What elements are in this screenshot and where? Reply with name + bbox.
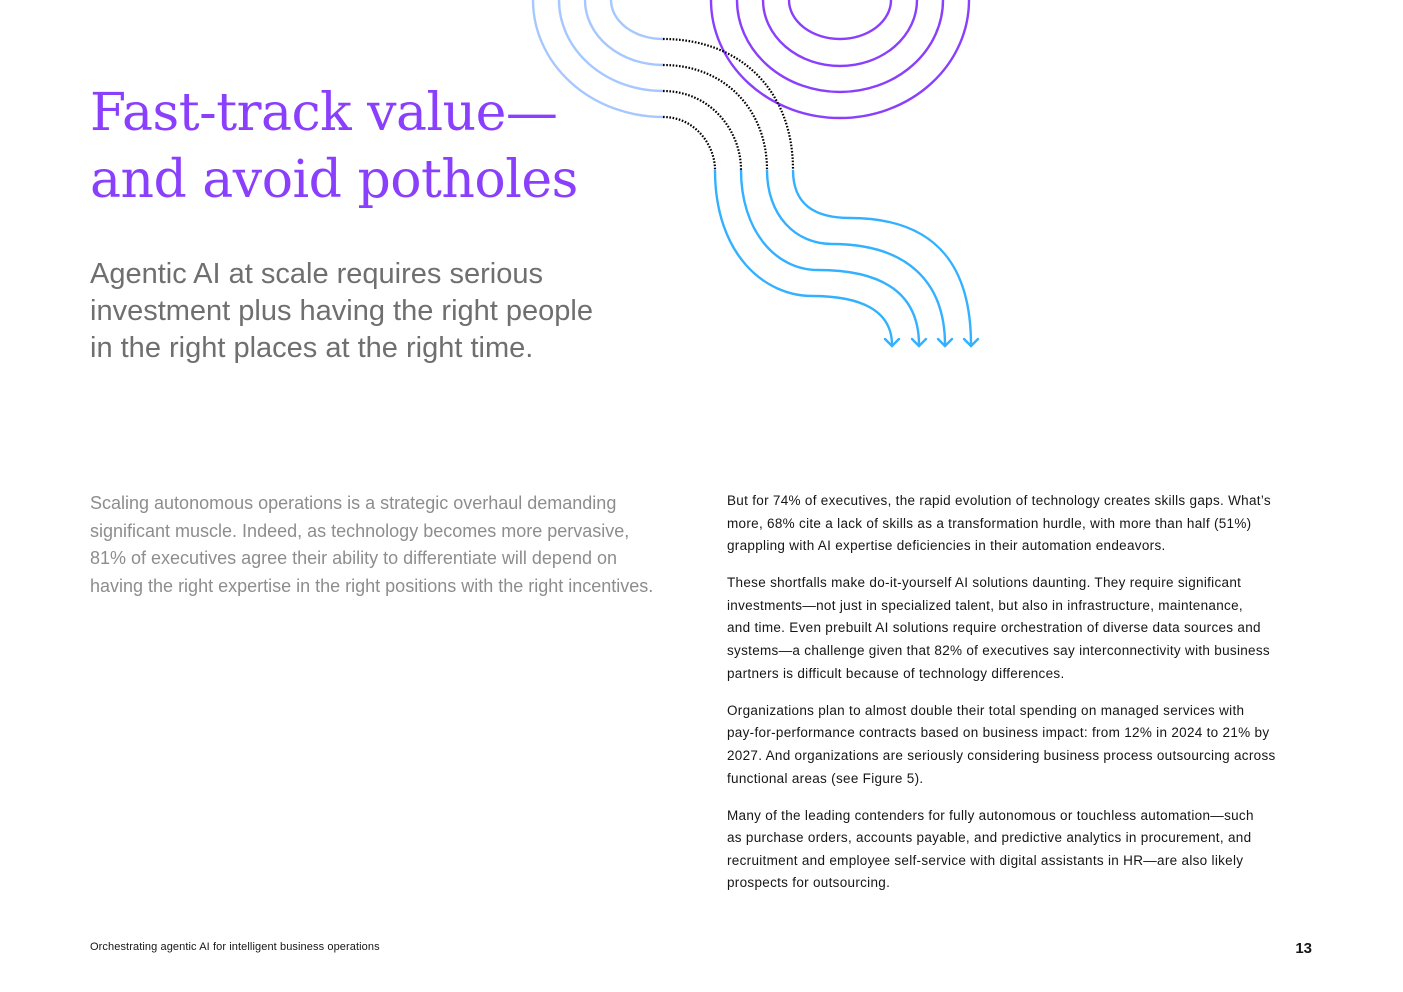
page-title [90, 80, 578, 214]
body-line: investments—not just in specialized talent, but also in infrastructure, maintenance, [727, 597, 1243, 613]
intro-paragraph [90, 490, 690, 600]
footer-document-title: Orchestrating agentic AI for intelligent business operations [90, 941, 380, 953]
body-line: prospects for outsourcing. [727, 875, 891, 891]
subtitle-line: in the right places at the right time. [90, 332, 534, 364]
body-line: functional areas (see Figure 5). [727, 770, 924, 786]
body-paragraph-managed-services [727, 700, 1327, 790]
purple-rings [711, 0, 969, 118]
body-line: partners is difficult because of technology differences. [727, 665, 1065, 681]
arrowheads [885, 339, 978, 346]
body-line: Many of the leading contenders for fully autonomous or touchless automation—such [727, 807, 1254, 823]
body-line: pay-for-performance contracts based on business impact: from 12% in 2024 to 21% by [727, 725, 1270, 741]
page-title-line: and avoid potholes [90, 150, 578, 210]
body-line: 2027. And organizations are seriously considering business process outsourcing across [727, 747, 1276, 763]
body-line: Organizations plan to almost double their total spending on managed services with [727, 702, 1245, 718]
body-line: as purchase orders, accounts payable, and predictive analytics in procurement, and [727, 830, 1252, 846]
intro-line: significant muscle. Indeed, as technology becomes more pervasive, [90, 520, 630, 541]
page-subtitle [90, 256, 593, 367]
body-line: recruitment and employee self-service with digital assistants in HR—are also likely [727, 852, 1244, 868]
body-line: and time. Even prebuilt AI solutions require orchestration of diverse data sources and [727, 620, 1261, 636]
intro-line: having the right expertise in the right positions with the right incentives. [90, 575, 654, 596]
page-title-line: Fast-track value— [90, 83, 558, 143]
body-line: grappling with AI expertise deficiencies in their automation endeavors. [727, 538, 1166, 554]
subtitle-line: Agentic AI at scale requires serious [90, 258, 543, 290]
blue-curves [715, 170, 971, 345]
body-paragraph-skills-gap [727, 490, 1327, 558]
intro-line: 81% of executives agree their ability to differentiate will depend on [90, 548, 617, 568]
body-column [727, 490, 1327, 910]
body-line: These shortfalls make do-it-yourself AI solutions daunting. They require significant [727, 575, 1242, 591]
body-line: more, 68% cite a lack of skills as a transformation hurdle, with more than half (51%) [727, 515, 1252, 531]
body-paragraph-shortfalls [727, 572, 1327, 685]
subtitle-line: investment plus having the right people [90, 295, 593, 327]
body-line: systems—a challenge given that 82% of executives say interconnectivity with business [727, 643, 1270, 659]
page-number: 13 [1295, 940, 1312, 957]
body-paragraph-outsourcing [727, 805, 1327, 895]
intro-line: Scaling autonomous operations is a strategic overhaul demanding [90, 493, 617, 513]
body-line: But for 74% of executives, the rapid evolution of technology creates skills gaps. What’s [727, 493, 1271, 508]
